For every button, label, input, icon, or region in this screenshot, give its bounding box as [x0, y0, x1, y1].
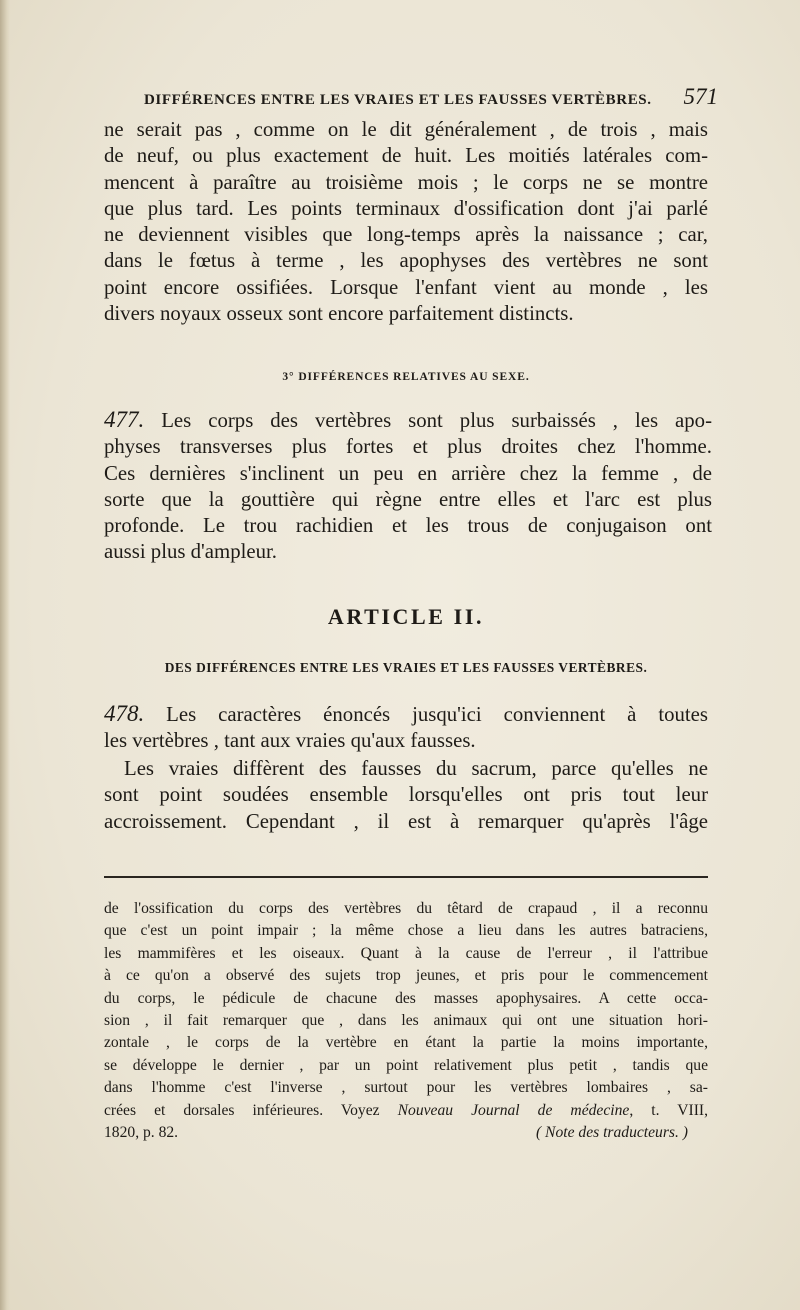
footnote-credit: ( Note des traducteurs. ) — [535, 1124, 688, 1142]
running-head — [144, 84, 718, 110]
page-edge-shadow — [0, 0, 10, 1310]
paragraph-number: 478. — [104, 701, 145, 726]
paragraph-line: ne deviennent visibles que long-temps après la naissance ; car, — [104, 223, 708, 247]
paragraph-line: accroissement. Cependant , il est à remarquer qu'après l'âge — [104, 809, 708, 833]
running-head-title: DIFFÉRENCES ENTRE LES VRAIES ET LES FAUSSES VERTÈBRES. — [144, 92, 652, 108]
paragraph-line: mencent à paraître au troisième mois ; le corps ne se montre — [104, 170, 708, 194]
footnote-line: de l'ossification du corps des vertèbres du têtard de crapaud , il a reconnu — [104, 900, 708, 917]
paragraph-1 — [104, 117, 708, 327]
article-subtitle: DES DIFFÉRENCES ENTRE LES VRAIES ET LES FAUSSES VERTÈBRES. — [164, 660, 648, 675]
paragraph-478 — [104, 701, 708, 755]
paragraph-line: physes transverses plus fortes et plus droites chez l'homme. — [104, 435, 712, 459]
article-title: ARTICLE II. — [327, 604, 485, 629]
paragraph-line-text: Les corps des vertèbres sont plus surbaissés , les apo- — [144, 409, 712, 432]
page-number: 571 — [683, 84, 718, 109]
paragraph-line: divers noyaux osseux sont encore parfaitement distincts. — [104, 302, 574, 326]
paragraph-line: Ces dernières s'inclinent un peu en arrière chez la femme , de — [104, 461, 712, 485]
footnote-line — [104, 1100, 708, 1122]
footnote-line: à ce qu'on a observé des sujets trop jeunes, et pris pour le commencement — [104, 967, 708, 985]
paragraph-line: sont point soudées ensemble lorsqu'elles ont pris tout leur — [104, 783, 708, 807]
paragraph-line: ne serait pas , comme on le dit généralement , de trois , mais — [104, 118, 708, 141]
paragraph-line: point encore ossifiées. Lorsque l'enfant vient au monde , les — [104, 275, 708, 299]
paragraph-line — [104, 701, 708, 728]
footnote-line: 1820, p. 82. — [104, 1124, 179, 1142]
footnote-line: que c'est un point impair ; la même chose a lieu dans les autres batraciens, — [104, 922, 708, 940]
paragraph-4 — [104, 756, 708, 835]
section-heading: 3° DIFFÉRENCES RELATIVES AU SEXE. — [282, 371, 530, 383]
paragraph-line: que plus tard. Les points terminaux d'ossification dont j'ai parlé — [104, 196, 708, 220]
paragraph-477 — [104, 407, 712, 566]
paragraph-number: 477. — [104, 407, 145, 432]
paragraph-line: aussi plus d'ampleur. — [104, 540, 277, 564]
footnote-line: zontale , le corps de la vertèbre en étant la partie la moins importante, — [104, 1034, 708, 1052]
paragraph-line: dans le fœtus à terme , les apophyses des vertèbres ne sont — [104, 249, 708, 273]
footnote-line: les mammifères et les oiseaux. Quant à la cause de l'erreur , il l'attribue — [104, 944, 708, 962]
paragraph-line-text: Les caractères énoncés jusqu'ici conviennent à toutes — [144, 703, 708, 726]
paragraph-line: profonde. Le trou rachidien et les trous de conjugaison ont — [104, 514, 712, 538]
paragraph-line: sorte que la gouttière qui règne entre elles et l'arc est plus — [104, 487, 712, 511]
paragraph-line: de neuf, ou plus exactement de huit. Les moitiés latérales com- — [104, 144, 708, 168]
paragraph-line — [104, 407, 712, 434]
paragraph-line: Les vraies diffèrent des fausses du sacrum, parce qu'elles ne — [124, 757, 708, 780]
footnote-line: du corps, le pédicule de chacune des masses apophysaires. A cette occa- — [104, 989, 708, 1007]
footnote-rule — [104, 876, 708, 878]
footnote — [104, 898, 708, 1144]
footnote-line-text: crées et dorsales inférieures. Voyez — [104, 1101, 380, 1119]
footnote-line: se développe le dernier , par un point relativement plus petit , tandis que — [104, 1056, 708, 1074]
footnote-line: dans l'homme c'est l'inverse , surtout pour les vertèbres lombaires , sa- — [104, 1079, 708, 1097]
paragraph-line: les vertèbres , tant aux vraies qu'aux fausses. — [104, 729, 476, 753]
journal-title: Nouveau Journal de médecine — [397, 1101, 630, 1119]
footnote-line: sion , il fait remarquer que , dans les animaux qui ont une situation hori- — [104, 1012, 708, 1030]
citation-rest: , t. VIII, — [629, 1101, 708, 1119]
